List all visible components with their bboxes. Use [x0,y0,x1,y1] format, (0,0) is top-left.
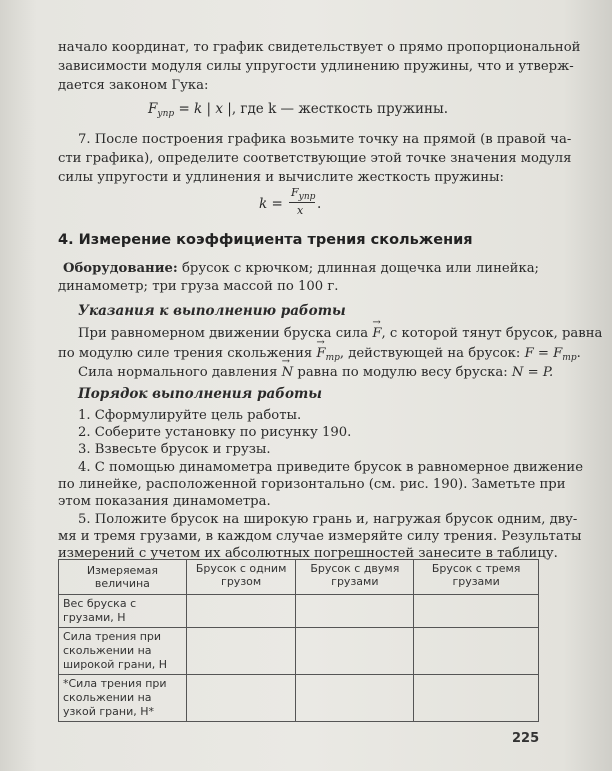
formula-lhs: F [148,101,158,117]
step4-line-2: по линейке, расположенной горизонтально (см. рис. 190). Заметьте при [58,477,566,492]
numerator-symbol: F [291,186,299,199]
table-header: Измеряемая величина [59,560,187,595]
table-cell-label: Вес бруска с грузами, Н [59,595,187,628]
table-cell [186,595,296,628]
step4-line-3: этом показания динамометра. [58,494,271,509]
table-cell [414,595,539,628]
table-header-row [59,560,539,595]
step5-line-2: мя и тремя грузами, в каждом случае измеряйте силу трения. Результаты [58,529,582,544]
equipment-line-2: динамометр; три груза массой по 100 г. [58,279,339,294]
table-cell [296,675,414,722]
step5-line-3: измерений с учетом их абсолютных погрешностей занесите в таблицу. [58,546,558,561]
hooke-formula [148,101,448,119]
table-row [59,628,539,675]
results-table [58,559,539,722]
friction-equation: F = F [524,346,563,361]
table-cell [186,628,296,675]
page-number: 225 [512,731,540,746]
numerator-subscript: упр [298,192,316,202]
instructions-line-3b: равна по модулю весу бруска: [297,365,508,380]
equipment-line-1 [63,259,539,278]
step4-line-1: 4. С помощью динамометра приведите брусок в равномерное движение [78,460,584,475]
table-cell [414,675,539,722]
instructions-line-2b: , действующей на брусок: [339,346,521,361]
instructions-heading: Указания к выполнению работы [78,303,346,319]
instructions-line-3 [78,363,553,382]
formula-lhs-subscript: упр [157,109,175,119]
intro-line-1: начало координат, то график свидетельствует о прямо пропорциональной [58,40,581,55]
table-header: Брусок с двумя грузами [296,560,414,595]
instructions-line-3a: Сила нормального давления [78,365,278,380]
table-row [59,675,539,722]
intro-line-2: зависимости модуля силы упругости удлинению пружины, что и утверж- [58,59,574,74]
instructions-line-1a: При равномерном движении бруска сила [78,326,369,341]
instructions-line-1 [78,324,602,343]
table-cell [296,628,414,675]
fraction-bar [289,202,315,203]
section-title: 4. Измерение коэффициента трения скольжения [58,232,473,248]
instructions-line-2a: по модулю силе трения скольжения [58,346,313,361]
table-cell [186,675,296,722]
formula-rhs: = k | x | [174,101,232,117]
step5-line-1: 5. Положите брусок на широкую грань и, нагружая брусок одним, дву- [78,512,578,527]
table-row [59,595,539,628]
stiffness-lhs: k = [259,196,283,212]
normal-equation: N = P. [511,365,554,380]
table-header: Брусок с одним грузом [186,560,296,595]
order-item-2: 2. Соберите установку по рисунку 190. [78,425,352,440]
normal-force-vector: → N [282,363,294,382]
order-item-3: 3. Взвесьте брусок и грузы. [78,442,271,457]
instructions-line-2: по модулю силе трения скольжения → $F_{тр}$, действующей на брусок: $F = F_{тр}$. [58,344,581,368]
table-cell-label: *Сила трения при скольжении на узкой грани, Н* [59,675,187,722]
order-item-1: 1. Сформулируйте цель работы. [78,408,302,423]
formula-tail: , где k — жесткость пружины. [231,101,449,117]
equipment-label: Оборудование: [63,261,178,276]
force-vector: → F [372,324,381,343]
intro-line-3: дается законом Гука: [58,78,209,93]
table-cell [414,628,539,675]
formula-period: . [317,196,322,212]
table-cell [296,595,414,628]
table-cell-label: Сила трения при скольжении на широкой грани, Н [59,628,187,675]
instructions-line-1b: , с которой тянут брусок, равна [381,326,603,341]
step7-line-1: 7. После построения графика возьмите точку на прямой (в правой ча- [78,132,572,147]
table-header: Брусок с тремя грузами [414,560,539,595]
step7-line-2: сти графика), определите соответствующие этой точке значения модуля [58,151,572,166]
equipment-text: брусок с крючком; длинная дощечка или линейка; [181,261,539,276]
order-heading: Порядок выполнения работы [78,386,322,402]
step7-line-3: силы упругости и удлинения и вычислите жесткость пружины: [58,170,504,185]
stiffness-numerator [291,186,315,202]
stiffness-denominator: x [297,204,304,217]
friction-vector: → $F_{тр}$ [316,344,339,368]
